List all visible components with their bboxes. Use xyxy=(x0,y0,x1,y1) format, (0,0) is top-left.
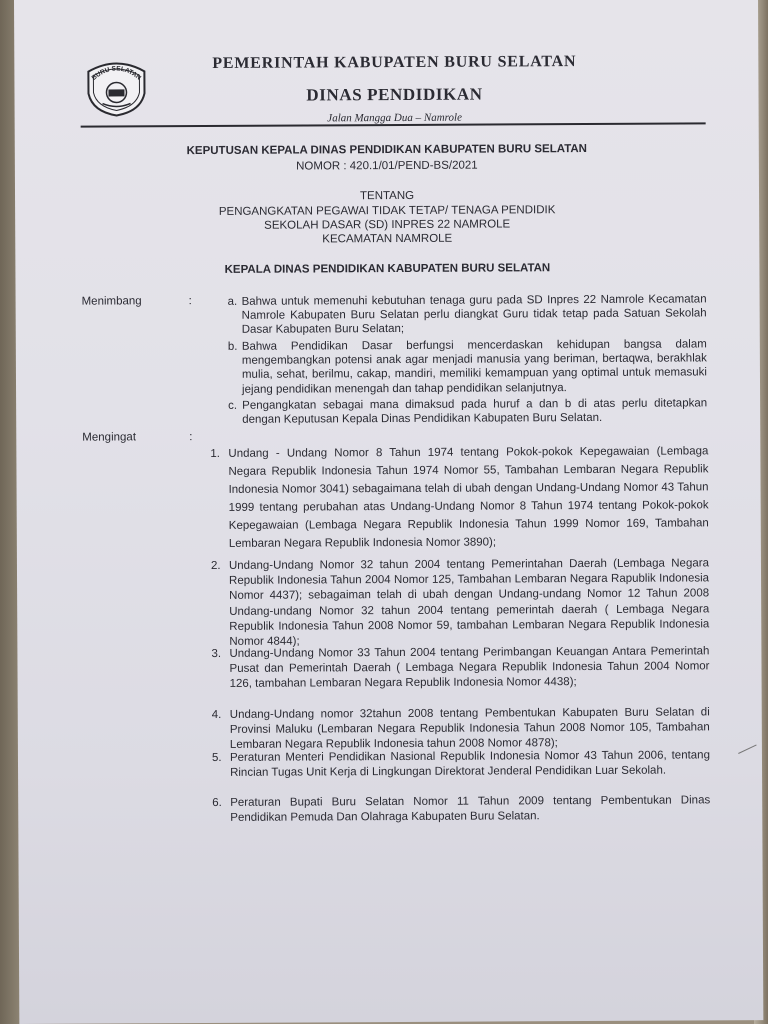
item-text: Peraturan Bupati Buru Selatan Nomor 11 Tahun 2009 tentang Pembentukan Dinas Pendidikan Pemuda Dan Olahraga Kabupaten Buru Selatan. xyxy=(230,794,711,824)
about-label: TENTANG xyxy=(359,189,415,203)
list-item xyxy=(212,793,711,826)
about-line: SEKOLAH DASAR (SD) INPRES 22 NAMROLE xyxy=(264,218,511,232)
decree-number: NOMOR : 420.1/01/PEND-BS/2021 xyxy=(296,159,478,173)
list-item xyxy=(211,705,710,753)
item-text: Undang-Undang Nomor 33 Tahun 2004 tentang Perimbangan Keuangan Antara Pemerintah Pusat dan Pemerintah Daerah ( Lembaga Negara Republik Indonesia Tahun 2004 Nomor 126, tambahan Lembaran Negara Republik Indonesia Nomor 4438); xyxy=(229,645,710,690)
item-text: Bahwa untuk memenuhi kebutuhan tenaga guru pada SD Inpres 22 Namrole Kecamatan Namrole Kabupaten Buru Selatan perlu diangkat Guru tidak tetap pada Satuan Sekolah Dasar Kabupaten Buru Selatan; xyxy=(241,293,707,337)
government-name: PEMERINTAH KABUPATEN BURU SELATAN xyxy=(212,53,577,72)
mengingat-colon: : xyxy=(189,431,193,444)
emblem-text: BURU SELATAN xyxy=(90,65,143,82)
about-line: KECAMATAN NAMROLE xyxy=(322,232,453,246)
regency-emblem-icon xyxy=(84,57,148,117)
list-item xyxy=(210,556,710,650)
issuer-heading: KEPALA DINAS PENDIDIKAN KABUPATEN BURU SELATAN xyxy=(224,262,551,276)
document-page xyxy=(14,0,763,1024)
item-marker: a. xyxy=(227,295,238,308)
about-line: PENGANGKATAN PEGAWAI TIDAK TETAP/ TENAGA PENDIDIK xyxy=(218,204,556,218)
list-item xyxy=(211,644,710,692)
item-marker: b. xyxy=(227,340,238,353)
menimbang-label: Menimbang xyxy=(81,295,142,308)
address-line: Jalan Mangga Dua – Namrole xyxy=(327,111,462,125)
item-text: Peraturan Menteri Pendidikan Nasional Republik Indonesia Nomor 43 Tahun 2006, tentang Rincian Tugas Unit Kerja di Lingkungan Direktorat Jenderal Pendidikan Luar Sekolah. xyxy=(229,749,710,779)
item-text: Undang-Undang Nomor 32 tahun 2004 tentang Pemerintahan Daerah (Lembaga Negara Republik Indonesia Tahun 2004 Nomor 125, Tambahan Lembaran Negara Rapublik Indonesia Nomor 4437); sebagaiman telah di ubah dengan Undang-undang Nomor 12 Tahun 2008 Undang-undang Nomor 32 tahun 2004 tentang pemerintah daerah ( Lembaga Negara Republik Indonesia Tahun 2008 Nomor 59, tambahan Lembaran Negara Republik Indonesia Nomor 4844); xyxy=(228,557,710,648)
list-item xyxy=(227,292,707,337)
decree-title: KEPUTUSAN KEPALA DINAS PENDIDIKAN KABUPATEN BURU SELATAN xyxy=(186,143,588,158)
item-marker: 6. xyxy=(212,796,222,809)
item-marker: 4. xyxy=(211,708,222,721)
list-item xyxy=(211,748,710,781)
item-text: Undang-Undang nomor 32tahun 2008 tentang Pembentukan Kabupaten Buru Selatan di Provinsi Maluku (Lembaran Negara Republik Indonesia Tahun 2008 Nomor 105, Tambahan Lembaran Negara Republik Indonesia tahun 2008 Nomor 4878); xyxy=(229,706,710,751)
item-marker: 3. xyxy=(211,647,222,660)
item-marker: 2. xyxy=(210,559,221,572)
menimbang-colon: : xyxy=(188,295,192,308)
item-marker: c. xyxy=(228,399,238,412)
list-item xyxy=(227,337,707,396)
item-text: Undang - Undang Nomor 8 Tahun 1974 tentang Pokok-pokok Kepegawaian (Lembaga Negara Republik Indonesia Tahun 1974 Nomor 55, Tambahan Lembaran Negara Republik Indonesia Nomor 3041) sebagaimana telah di ubah dengan Undang-Undang Nomor 43 Tahun 1999 tentang perubahan atas Undang-Undang Nomor 8 Tahun 1974 tentang Pokok-pokok Kepegawaian (Lembaga Negara Republik Indonesia Tahun 1999 Nomor 169, Tambahan Lembaran Negara Republik Indonesia Nomor 3890); xyxy=(228,445,709,550)
item-text: Bahwa Pendidikan Dasar berfungsi mencerdaskan kehidupan bangsa dalam mengembangkan potensi anak agar menjadi manusia yang beriman, bertaqwa, berakhlak mulia, sehat, berilmu, cakap, mandiri, memiliki kemampuan yang optimal untuk memasuki jejang pendidikan menengah dan tahap pendidikan selanjutnya. xyxy=(241,338,707,396)
header-divider xyxy=(81,122,706,127)
pen-mark xyxy=(738,745,762,765)
item-marker: 1. xyxy=(210,447,221,460)
mengingat-label: Mengingat xyxy=(82,431,137,444)
list-item xyxy=(228,396,708,427)
item-marker: 5. xyxy=(211,751,222,764)
list-item xyxy=(210,442,709,553)
department-name: DINAS PENDIDIKAN xyxy=(306,84,483,105)
item-text: Pengangkatan sebagai mana dimaksud pada huruf a dan b di atas perlu ditetapkan dengan Keputusan Kepala Dinas Pendidikan Kabupaten Buru Selatan. xyxy=(242,397,708,427)
